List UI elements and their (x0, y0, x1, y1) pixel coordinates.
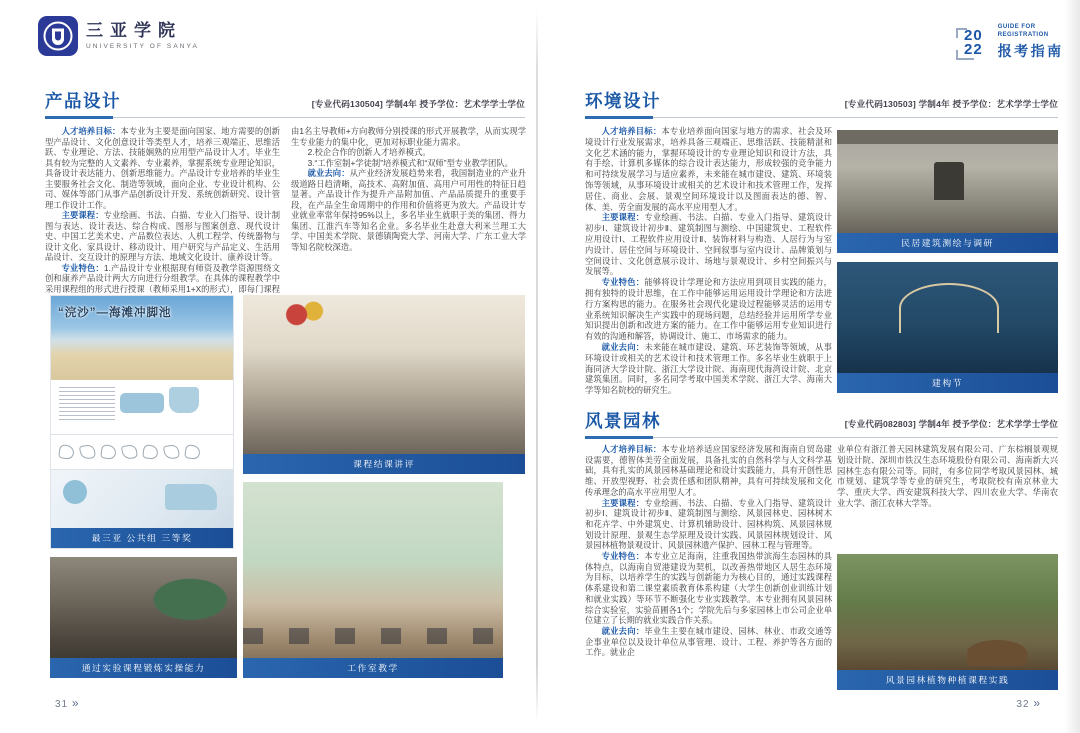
paragraph-label: 人才培养目标： (61, 126, 121, 136)
paragraph-label: 就业去向： (601, 625, 645, 636)
badge-year-top: 20 (964, 26, 983, 44)
poster-render-shape (120, 393, 164, 413)
badge-text (998, 24, 1064, 61)
photo-caption: 通过实验课程锻炼实操能力 (50, 658, 237, 678)
double-chevron-icon: » (71, 696, 80, 710)
photo-lab-practice (50, 557, 237, 678)
paragraph-text: 从产业经济发展趋势来看，我国制造业的产业升级道路日趋清晰，高技术、高附加值、高用户可用性的特征日趋显著。产品设计作为提升产品附加值、产品品质提升的重要手段，在产品全生命周期中的作用和价值将更为放大。产品设计专业就业率常年保持95%以上，多名毕业生就职于美的集团、得力集团、江淮汽车等知名企业。多名毕业生赴意大利米兰理工大学、中国美术学院、景德镇陶瓷大学、河南大学、广东工业大学等知名院校深造。 (291, 168, 526, 252)
photo-caption: 风景园林植物种植课程实践 (837, 670, 1058, 690)
section-head-landscape-architecture (585, 406, 1058, 438)
paragraph-text: 本专业培养面向国家与地方的需求、社会及环境设计行业发展需求，培养具备三观端正、思维活跃、技能精湛和文化艺术涵的能力，掌握环境设计的专业理论知识和设计方法，具有手绘、计算机多媒体的综合设计表达能力，形成较强的竞争能力和可持续发展学习与适应素养，未来能在城市建设、建筑、环境装饰等领域，从事环境设计或相关的艺术设计和技术管理工作，发挥居住、商业、会展、景观空间环境设计以及图面表达的德、智、体、美、劳全面发展的高水平应用型人才。 (585, 126, 832, 212)
poster-detail-drawings (51, 470, 233, 528)
sketch-thumbnail (121, 444, 138, 460)
section-meta: [专业代码130503] 学制4年 授予学位：艺术学学士学位 (844, 99, 1058, 109)
badge-registration: REGISTRATION (997, 31, 1049, 38)
paragraph-label: 主要课程： (601, 497, 645, 508)
paragraph-goal (45, 126, 280, 210)
poster-sketch-row (51, 434, 233, 470)
university-name-cn: 三亚学院 (86, 21, 182, 41)
paragraph-label: 人才培养目标： (601, 444, 662, 454)
product-design-text (45, 126, 526, 294)
poster-beach-image (51, 296, 233, 380)
paragraph-text: 3.“工作室制+学徒制”培养模式和“双师”型专业教学团队。 (307, 157, 513, 168)
sketch-thumbnail (184, 444, 201, 460)
badge-guide-for: GUIDE FOR (997, 24, 1036, 30)
section-title: 环境设计 (585, 91, 661, 111)
paragraph-label: 就业去向： (307, 168, 350, 178)
paragraph-text: 专业绘画、书法、白描、专业入门指导、建筑设计初步Ⅰ、建筑设计初步Ⅱ、建筑制图与测绘、中国建筑史、工程软件应用设计Ⅰ、工程软件应用设计Ⅱ、装饰材料与构造、人居行为与室内设计、居住空间与环境设计、空间叙事与室内设计、品牌策划与空间设计、文化创意展示设计、场地与景观设计、乡村空间振兴与发展等。 (585, 212, 832, 277)
paragraph-label: 人才培养目标： (601, 126, 662, 136)
badge-title-cn: 报考指南 (997, 43, 1064, 59)
section-head-environment-design (585, 86, 1058, 118)
student-poster-award-work (50, 295, 234, 549)
page-right-edge (1064, 0, 1080, 733)
sketch-thumbnail (79, 444, 96, 460)
double-chevron-icon: » (1033, 696, 1041, 710)
badge-year-bottom: 22 (964, 40, 983, 58)
section-meta: [专业代码082803] 学制4年 授予学位：艺术学学士学位 (844, 419, 1058, 429)
photo-studio-teaching (243, 482, 503, 678)
university-name-en: UNIVERSITY OF SANYA (86, 43, 199, 50)
paragraph-text: 本专业为主要是面向国家、地方需要的创新型产品设计、文化创意设计等类型人才，培养三观端正、思维活跃、专业理论、方法、技能娴熟的应用型产品设计人才。毕业生具有较为完整的人文素养、专业素养，掌握系统专业理论知识，具备设计表达能力、创新思维能力。产品设计专业培养的毕业生主要服务社会文化、制造等领域，面向企业、专业设计机构、公司、媒体等部门从事产品创新设计开发、系统创新研究、设计管理工作设计工作。 (45, 126, 280, 210)
paragraph-text: 本专业培养适应国家经济发展和海南自贸岛建设需要，德智体美劳全面发展，具备扎实的自然科学与人文科学基础，具有扎实的风景园林基础理论和设计实践能力，具有开创性思维、开放型视野、社会责任感和团队精神，具有可持续发展和文化传承理念的高水平应用型人才。 (585, 444, 832, 497)
page-number: 31 (55, 699, 69, 710)
paragraph-label: 专业特色： (601, 551, 645, 562)
paragraph-careers (291, 168, 526, 252)
section-head-product-design (45, 86, 525, 118)
paragraph-features (585, 551, 832, 626)
photo-caption: 工作室教学 (243, 658, 503, 678)
paragraph-text: 2.校企合作的创新人才培养模式。 (307, 147, 431, 157)
page-number-left (55, 696, 80, 710)
landscape-text-right-column (837, 444, 1058, 544)
paragraph-goal (585, 444, 832, 498)
paragraph-label: 主要课程： (601, 212, 645, 223)
page-gutter-divider (536, 10, 538, 722)
landscape-text-left-column (585, 444, 832, 694)
paragraph-text: 1.产品设计专业根据现有师资及教学资源围绕文创和康养产品设计两大方向进行分组教学。在具体的课程教学中采用课程组的形式进行授课（教师采用1+X的形式），即每门课程由1名主导教师+方向教师分别授课的形式开展教学，从而实现学生专业能力的集中化，更加对标职业能力需求。 (45, 126, 526, 294)
paragraph-label: 专业特色： (61, 262, 104, 273)
guide-badge (956, 24, 1064, 61)
paragraph-feature-3 (291, 158, 526, 169)
paragraph-careers-continued (837, 444, 1058, 509)
university-emblem-icon (38, 16, 78, 56)
paragraph-features (585, 277, 832, 342)
page-number-right (985, 696, 1041, 710)
photo-caption: 建构节 (837, 373, 1058, 393)
sketch-thumbnail (163, 444, 180, 460)
photo-construction-festival (837, 262, 1058, 393)
paragraph-text: 本专业立足海南，注重我国热带滨海生态园林的具体特点，以海南自贸港建设为契机，以改善热带地区人居生态环境为目标，以培养学生的实践与创新能力为核心目的，通过实践课程体系建设和第二课堂素质教育体系构建（大学生创新创业训练计划和就业实践）等环节不断强化专业实践教学。本专业拥有风景园林综合实验室，实验苗圃各1个；学院先后与多家园林上市公司企业单位建立了长期的就业实践合作关系。 (585, 551, 832, 626)
paragraph-goal (585, 126, 832, 212)
sketch-thumbnail (142, 444, 159, 460)
paragraph-text: 毕业生主要在城市建设、园林、林业、市政交通等企事业单位以及设计单位从事管理、设计、工程、养护等各方面的工作。就业企 (585, 625, 832, 658)
paragraph-courses (585, 498, 832, 552)
badge-english (998, 24, 1064, 39)
paragraph-label: 主要课程： (61, 210, 104, 220)
photo-caption: 民居建筑测绘与调研 (837, 233, 1058, 253)
paragraph-careers (585, 626, 832, 658)
paragraph-courses (45, 210, 280, 263)
poster-product-renders (51, 380, 233, 434)
paragraph-text: 未来能在城市建设、建筑、环艺装饰等领域，从事环境设计或相关的艺术设计和技术管理工作。多名毕业生就职于上海同济大学设计院、浙江大学设计院、海南现代海湾设计院、北京建筑集团。同时，多名同学考取中国美术学院、浙江大学、海南大学等知名院校的研究生。 (585, 341, 832, 396)
photo-course-review (243, 295, 525, 474)
photo-caption: 课程结课讲评 (243, 454, 525, 474)
sketch-thumbnail (58, 444, 75, 460)
section-meta: [专业代码130504] 学制4年 授予学位：艺术学学士学位 (311, 99, 525, 109)
university-logo (38, 16, 199, 56)
paragraph-text: 能够将设计学理论和方法应用到项目实践的能力，拥有独特的设计思维，在工作中能够运用运用设计学理论和方法进行方案构思的能力。在服务社会现代化建设过程能够灵活的运用专业系统知识解决生产实践中的现场问题，总结经验并运用所学专业知识提出创新和改进方案的能力。在工作中能够运用专业知识进行有效的沟通和解答，协调设计、施工、市场需求的能力。 (585, 277, 832, 342)
paragraph-label: 专业特色： (601, 277, 645, 288)
paragraph-courses (585, 212, 832, 277)
paragraph-feature-2 (291, 147, 526, 158)
paragraph-label: 就业去向： (601, 341, 645, 352)
poster-title: “浣沙”—海滩冲脚池 (58, 307, 172, 319)
photo-building-survey (837, 130, 1058, 253)
section-title: 产品设计 (45, 91, 121, 111)
photo-planting-course (837, 554, 1058, 690)
poster-text-lines (59, 387, 115, 421)
badge-year (956, 26, 991, 60)
section-title: 风景园林 (585, 411, 661, 431)
page-number: 32 (1016, 699, 1030, 710)
poster-award-caption: 最三亚 公共组 三等奖 (51, 528, 233, 548)
poster-render-shape (169, 387, 199, 413)
environment-design-text (585, 126, 832, 398)
paragraph-careers (585, 342, 832, 396)
university-name (86, 22, 199, 50)
paragraph-text: 专业绘画、书法、白描、专业入门指导、设计制图与表达、设计表达、综合构成、图形与图案创意、现代设计史、中国工艺美术史、产品数位表达、人机工程学、传统器物与设计文化、家具设计、移动设计、用户研究与产品定义、生活用品设计、交互设计的原理与方法、地域文化设计、康养设计等。 (45, 210, 280, 262)
sketch-thumbnail (100, 444, 117, 460)
paragraph-text: 专业绘画、书法、白描、专业入门指导、建筑设计初步Ⅰ、建筑设计初步Ⅱ、建筑制图与测绘、风景园林史、园林树木和花卉学、中外建筑史、计算机辅助设计、园林构筑、风景园林规划设计原理、景观生态学原理及设计实践、风景园林规划设计、风景园林植物景观设计、风景园林遗产保护、园林工程与管理等。 (585, 497, 832, 551)
paragraph-text: 业单位有浙江普天园林建筑发展有限公司、广东棕榈景观规划设计院、深圳市铁汉生态环境股份有限公司、海南新大兴园林生态有限公司等。同时，有多位同学考取风景园林、城市规划、建筑学等专业的研究生，考取院校有南京林业大学、重庆大学、西安建筑科技大学、四川农业大学、华南农业大学、浙江农林大学等。 (837, 444, 1058, 508)
